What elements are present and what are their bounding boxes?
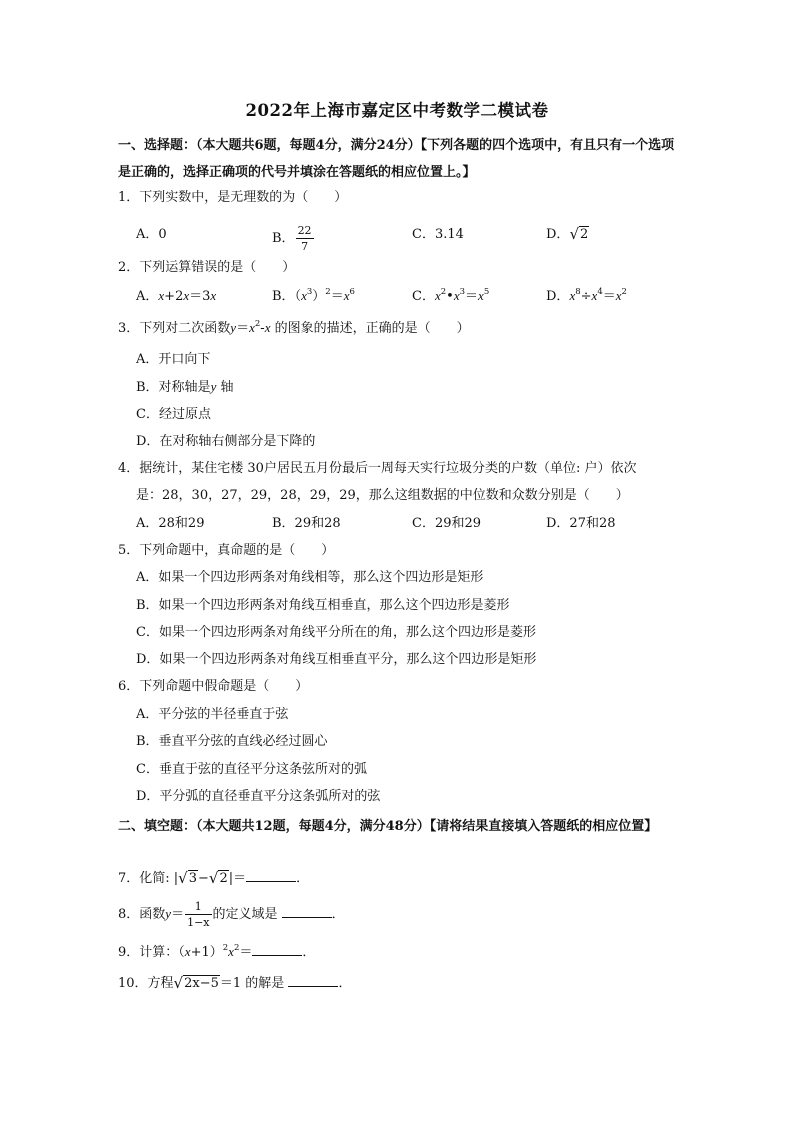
- question-3-option-b: B．对称轴是y 轴: [136, 379, 234, 395]
- question-5-option-b: B．如果一个四边形两条对角线互相垂直，那么这个四边形是菱形: [136, 598, 510, 613]
- question-5-option-d: D．如果一个四边形两条对角线互相垂直平分，那么这个四边形是矩形: [136, 652, 537, 667]
- answer-blank[interactable]: [246, 869, 296, 882]
- section-2-heading: 二、填空题：（本大题共12题，每题4分，满分48分）【请将结果直接填入答题纸的相应位置】: [118, 819, 658, 834]
- question-6-option-a: A．平分弦的半径垂直于弦: [136, 707, 289, 722]
- question-4-option-c: C．29和29: [412, 516, 482, 531]
- question-6-option-b: B．垂直平分弦的直线必经过圆心: [136, 734, 328, 749]
- question-3-option-c: C．经过原点: [136, 407, 211, 422]
- question-3-stem: 3．下列对二次函数$y=x^2-x$ 的图象的描述，正确的是（ ）: [118, 319, 470, 336]
- square-root: √2: [569, 225, 589, 243]
- question-4-stem-line-1: 4．据统计，某住宅楼 30户居民五月份最后一周每天实行垃圾分类的户数（单位: 户）依次: [118, 461, 637, 476]
- question-6-stem: 6．下列命题中假命题是（ ）: [118, 679, 309, 694]
- question-1-option-a: A．0: [136, 227, 167, 242]
- answer-blank[interactable]: [252, 943, 302, 956]
- square-root: √2: [208, 869, 228, 887]
- question-6-option-d: D．平分弧的直径垂直平分这条弧所对的弦: [136, 789, 381, 804]
- question-10: 10．方程√2x−5＝1 的解是 ．: [118, 974, 352, 992]
- question-5-option-a: A．如果一个四边形两条对角线相等，那么这个四边形是矩形: [136, 570, 484, 585]
- square-root: √3: [178, 869, 198, 887]
- answer-blank[interactable]: [288, 974, 338, 987]
- question-2-option-d: D．$x^8\div x^4=x^2$: [546, 287, 627, 304]
- question-2-option-c: C．$x^2•x^3=x^5$: [412, 287, 490, 304]
- question-5-stem: 5．下列命题中，真命题的是（ ）: [118, 543, 335, 558]
- question-1-option-b: B． $\frac{22}{7}$: [272, 224, 312, 253]
- question-3-option-d: D．在对称轴右侧部分是下降的: [136, 434, 316, 449]
- question-1-stem: 1．下列实数中，是无理数的为（ ）: [118, 190, 348, 205]
- question-7: 7．化简: |√3−√2|＝ ．: [118, 869, 310, 887]
- square-root: √2x−5: [173, 974, 219, 992]
- question-2-stem: 2．下列运算错误的是（ ）: [118, 260, 296, 275]
- question-4-stem-line-2: 是：28，30，27，29，28，29，29，那么这组数据的中位数和众数分别是（ ）: [136, 488, 629, 503]
- question-4-option-b: B．29和28: [272, 516, 341, 531]
- question-8: 8．函数y＝ $\frac{1}{1-x}$ 的定义域是 ．: [118, 900, 345, 929]
- question-5-option-c: C．如果一个四边形两条对角线平分所在的角，那么这个四边形是菱形: [136, 625, 536, 640]
- fraction: $\frac{1}{1-x}$: [187, 900, 210, 929]
- question-2-option-a: A．x+2x＝3x: [136, 288, 217, 304]
- question-4-option-a: A．28和29: [136, 516, 205, 531]
- question-6-option-c: C．垂直于弦的直径平分这条弦所对的弧: [136, 762, 367, 777]
- question-3-option-a: A．开口向下: [136, 352, 211, 367]
- question-4-option-d: D．27和28: [546, 516, 616, 531]
- exam-title: 2022年上海市嘉定区中考数学二模试卷: [245, 101, 549, 120]
- question-2-option-b: B．$(x^3)^2=x^6$: [272, 287, 355, 304]
- section-1-heading: 一、选择题：（本大题共6题，每题4分，满分24分）【下列各题的四个选项中，有且只有一个选项是正确的，选择正确项的代号并填涂在答题纸的相应位置上。】: [118, 138, 675, 180]
- question-1-option-d: D．√2: [546, 225, 589, 243]
- question-1-option-c: C．3.14: [412, 227, 464, 242]
- question-9: 9．计算：$(x+1)^2x^2=$ ．: [118, 943, 316, 960]
- answer-blank[interactable]: [282, 905, 332, 918]
- fraction: $\frac{22}{7}$: [297, 224, 312, 253]
